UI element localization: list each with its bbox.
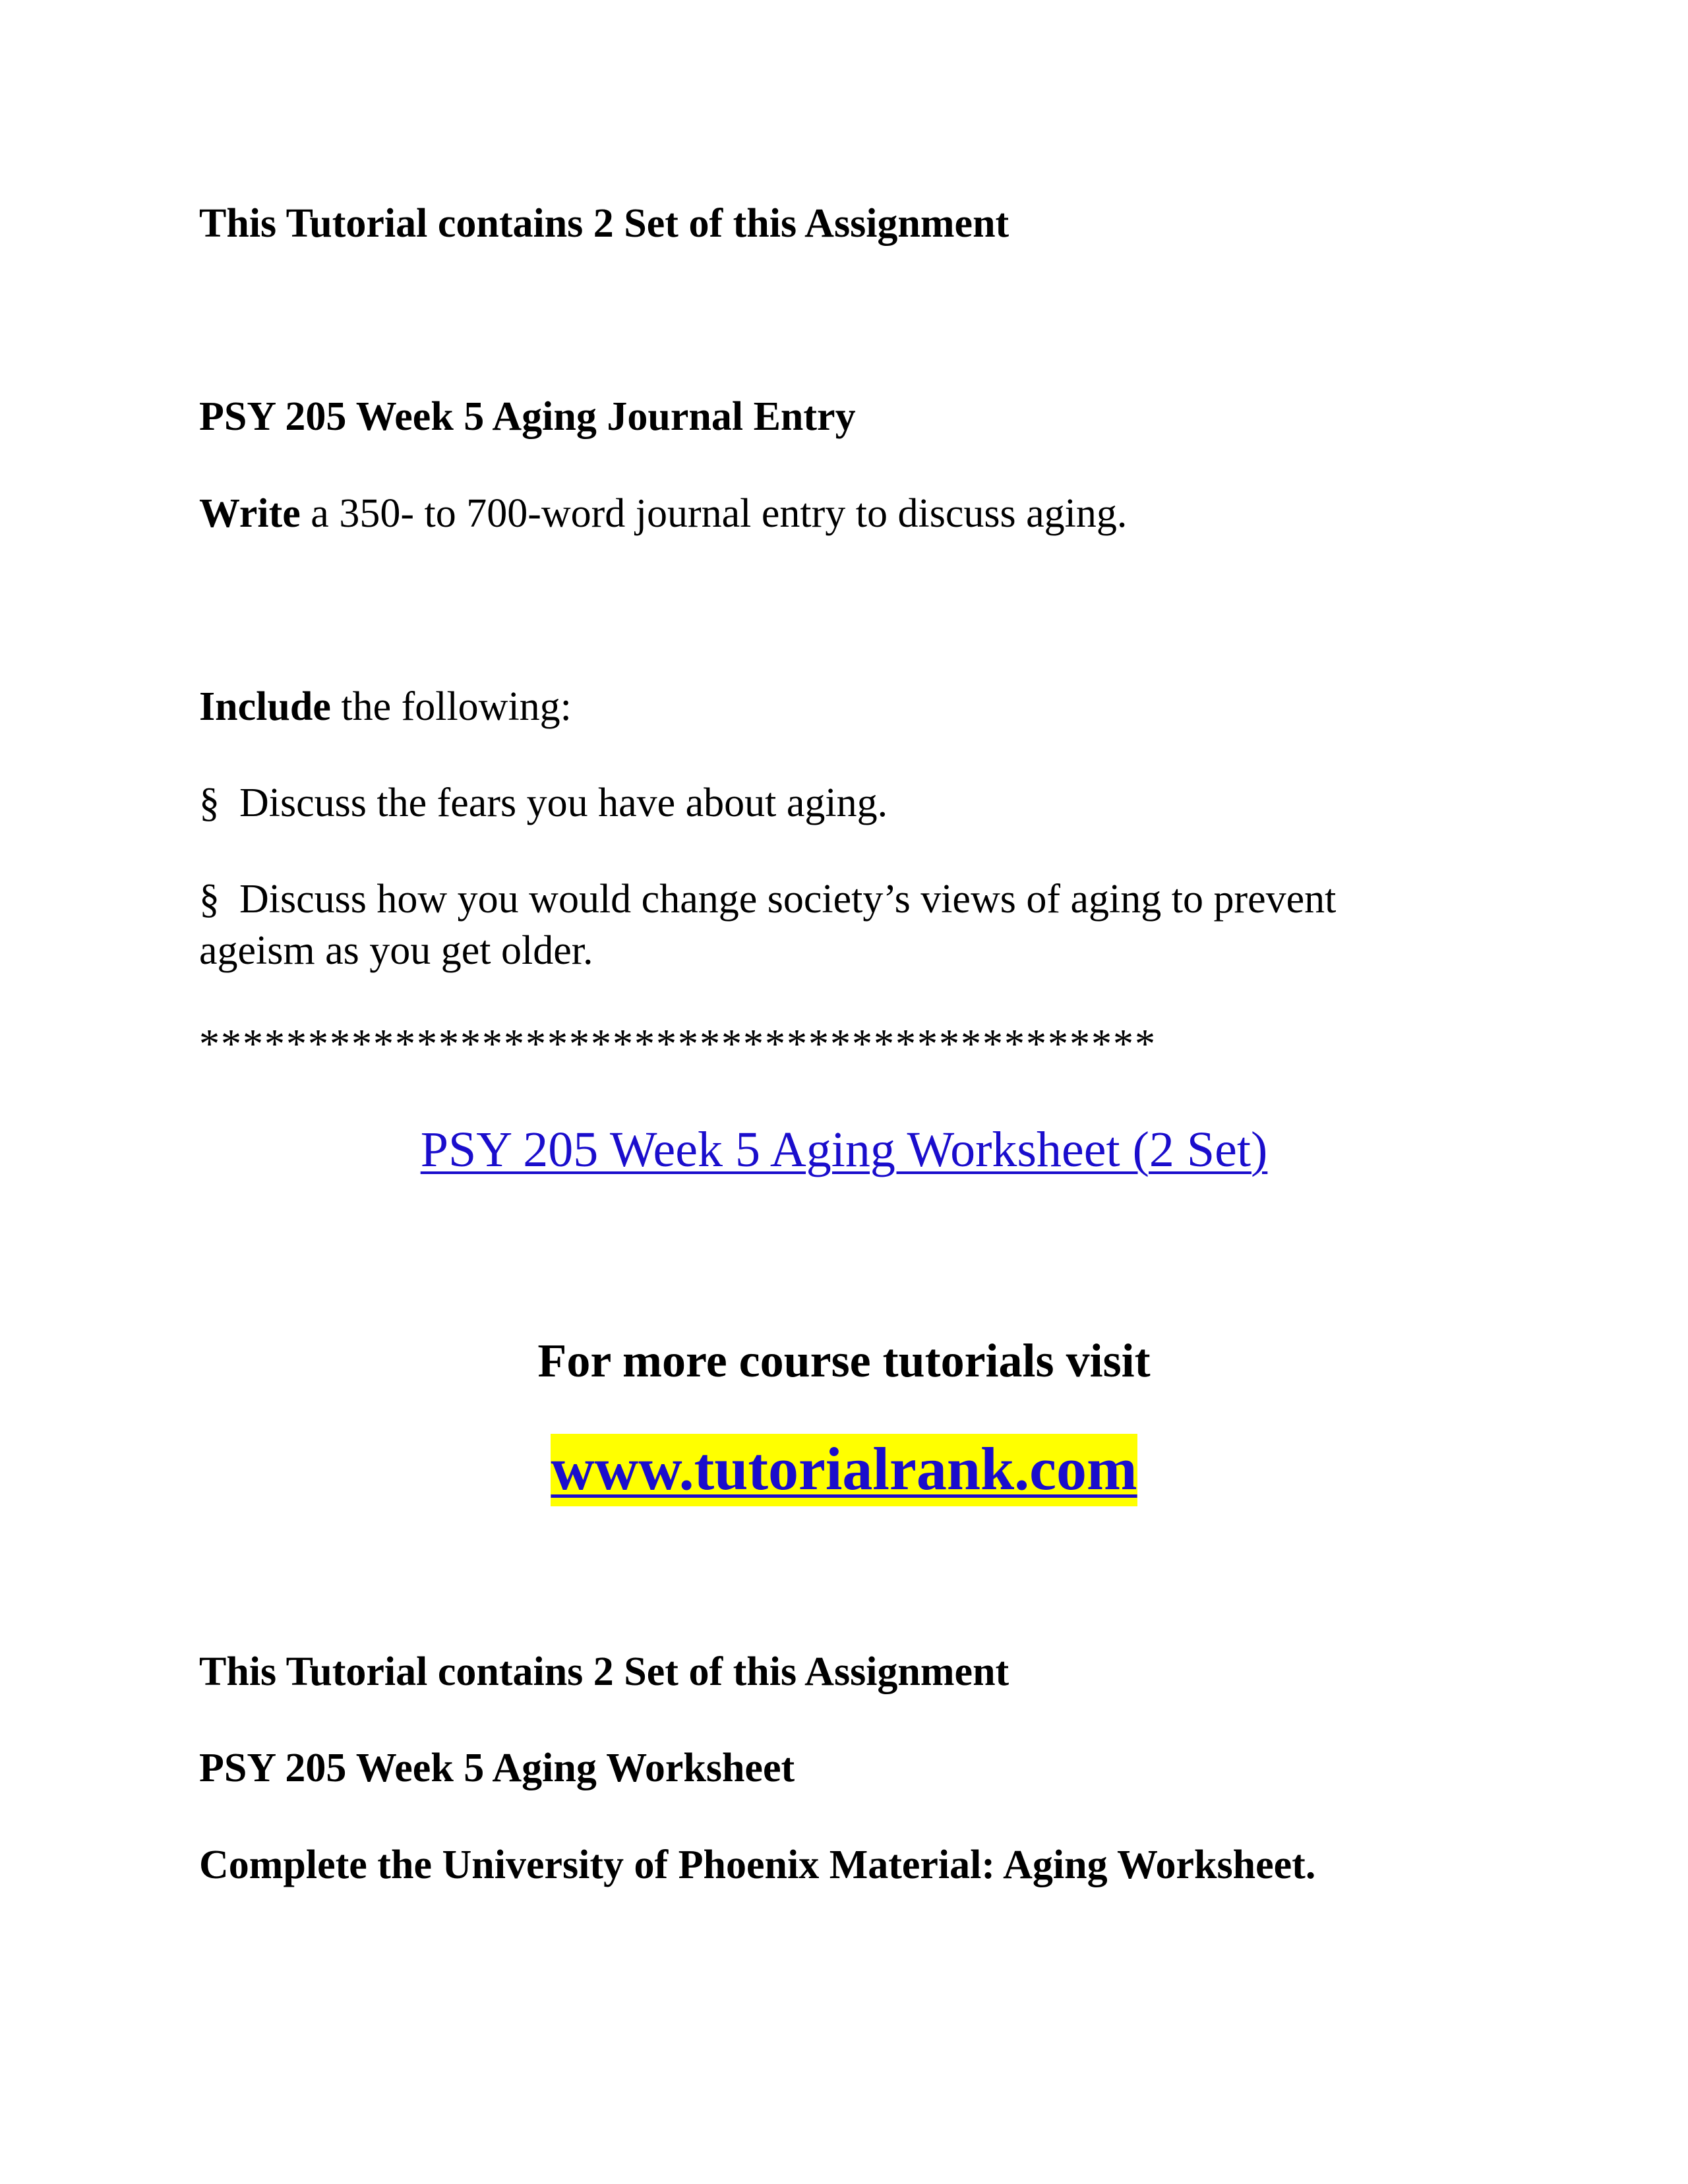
include-rest: the following:: [330, 684, 572, 729]
section-symbol-icon: §: [199, 781, 220, 825]
complete-instruction: Complete the University of Phoenix Material: Aging Worksheet.: [199, 1843, 1316, 1887]
bullet-item-2: [199, 873, 1336, 925]
journal-title: PSY 205 Week 5 Aging Journal Entry: [199, 394, 856, 439]
worksheet-title: PSY 205 Week 5 Aging Worksheet: [199, 1746, 795, 1790]
bullet-text-1: Discuss the fears you have about aging.: [239, 781, 888, 825]
separator-asterisks: ********************************************: [199, 1022, 1157, 1067]
bullet-text-2-line2: ageism as you get older.: [199, 928, 593, 973]
section-symbol-icon: §: [199, 877, 220, 922]
site-link-line: [0, 1432, 1688, 1505]
write-label: Write: [199, 491, 301, 536]
write-instruction: [199, 488, 1127, 539]
worksheet-link[interactable]: PSY 205 Week 5 Aging Worksheet (2 Set): [420, 1122, 1268, 1177]
site-link[interactable]: www.tutorialrank.com: [551, 1434, 1137, 1506]
include-instruction: [199, 681, 572, 732]
worksheet-link-line: [0, 1119, 1688, 1180]
include-label: Include: [199, 684, 331, 729]
heading-top: This Tutorial contains 2 Set of this Assignment: [199, 201, 1010, 246]
write-rest: a 350- to 700-word journal entry to discuss aging.: [300, 491, 1128, 536]
heading-bottom: This Tutorial contains 2 Set of this Assignment: [199, 1649, 1010, 1694]
bullet-item-1: [199, 777, 888, 829]
bullet-text-2-line1: Discuss how you would change society’s views of aging to prevent: [239, 877, 1337, 922]
visit-text: For more course tutorials visit: [537, 1334, 1151, 1387]
